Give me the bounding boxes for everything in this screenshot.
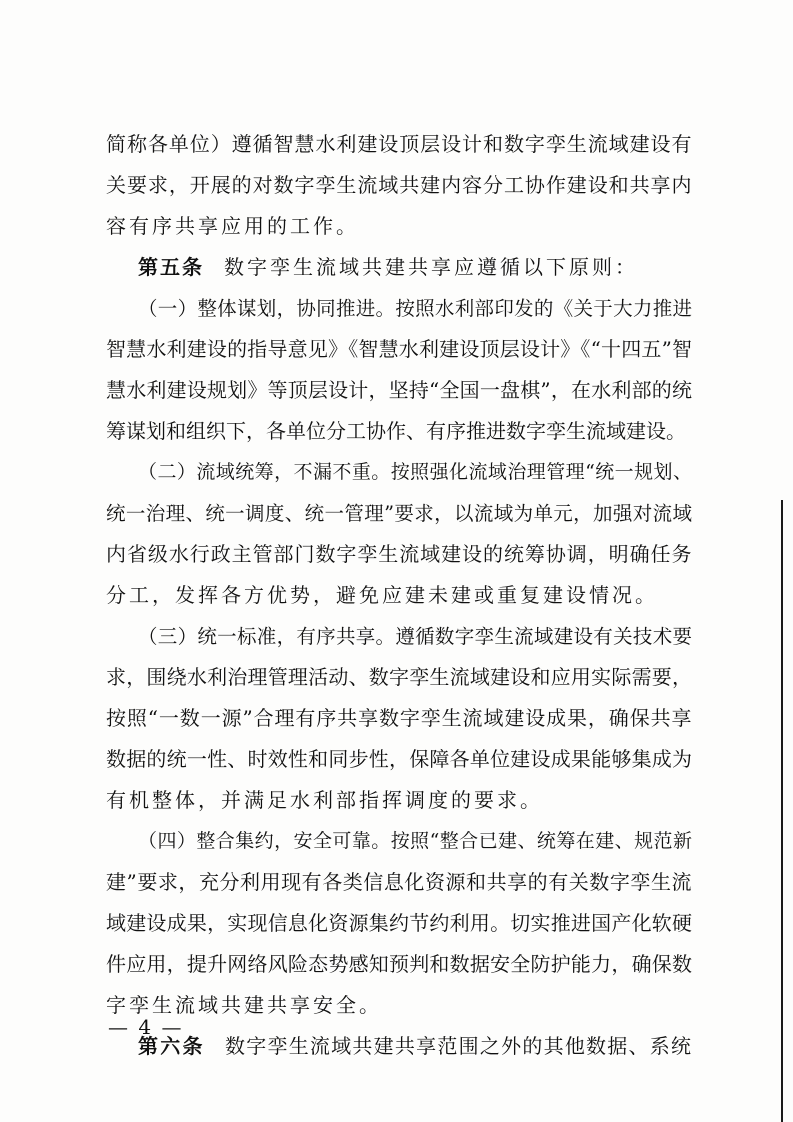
scan-edge-line: [781, 500, 783, 1122]
text-line: [106, 165, 692, 206]
line-text: 统一治理、统一调度、统一管理”要求，以流域为单元，加强对流域: [106, 502, 692, 525]
line-text: 数据的统一性、时效性和同步性，保障各单位建设成果能够集成为: [106, 747, 692, 771]
article-heading: 第五条: [138, 255, 204, 279]
text-line: [106, 616, 692, 657]
line-text: 按照“一数一源”合理有序共享数字孪生流域建设成果，确保共享: [106, 706, 692, 730]
line-text: 有机整体，并满足水利部指挥调度的要求。: [106, 788, 543, 812]
line-text: 筹谋划和组织下，各单位分工协作、有序推进数字孪生流域建设。: [106, 419, 686, 443]
text-line: [106, 657, 692, 698]
text-line: [106, 780, 692, 821]
text-line: [106, 1026, 692, 1067]
text-line: [106, 821, 692, 862]
line-text: 求，围绕水利治理管理活动、数字孪生流域建设和应用实际需要，: [106, 665, 692, 689]
line-text: （一）整体谋划，协同推进。按照水利部印发的《关于大力推进: [138, 297, 692, 320]
line-text: （三）统一标准，有序共享。遵循数字孪生流域建设有关技术要: [138, 625, 692, 648]
text-line: [106, 862, 692, 903]
text-line: [106, 944, 692, 985]
text-line: [106, 739, 692, 780]
text-line: [106, 288, 692, 329]
line-text: 分工，发挥各方优势，避免应建未建或重复建设情况。: [106, 583, 658, 607]
text-line: [106, 452, 692, 493]
line-text: 智慧水利建设的指导意见》《智慧水利建设顶层设计》《“十四五”智: [106, 337, 692, 361]
line-text: 建”要求，充分利用现有各类信息化资源和共享的有关数字孪生流: [106, 870, 692, 894]
text-line: [106, 534, 692, 575]
line-text: （二）流域统筹，不漏不重。按照强化流域治理管理“统一规划、: [138, 461, 692, 483]
line-text: 数字孪生流域共建共享范围之外的其他数据、系统: [224, 1034, 692, 1058]
line-text: 件应用，提升网络风险态势感知预判和数据安全防护能力，确保数: [106, 952, 692, 976]
text-line: [106, 493, 692, 534]
line-text: 数字孪生流域共建共享应遵循以下原则：: [224, 255, 638, 279]
text-line: [106, 575, 692, 616]
body-text: [106, 124, 692, 1067]
line-text: （四）整合集约，安全可靠。按照“整合已建、统筹在建、规范新: [138, 830, 692, 852]
text-line: [106, 247, 692, 288]
line-text: 慧水利建设规划》等顶层设计，坚持“全国一盘棋”，在水利部的统: [106, 378, 692, 402]
text-line: [106, 411, 692, 452]
article-heading: 第六条: [138, 1034, 205, 1058]
line-text: 域建设成果，实现信息化资源集约节约利用。切实推进国产化软硬: [106, 911, 692, 935]
page-number: — 4 —: [108, 1015, 184, 1039]
text-line: [106, 903, 692, 944]
line-text: 关要求，开展的对数字孪生流域共建内容分工协作建设和共享内: [106, 173, 692, 197]
text-line: [106, 985, 692, 1026]
line-text: 简称各单位）遵循智慧水利建设顶层设计和数字孪生流域建设有: [106, 132, 692, 156]
line-text: 内省级水行政主管部门数字孪生流域建设的统筹协调，明确任务: [106, 542, 692, 566]
line-text: 容有序共享应用的工作。: [106, 214, 359, 238]
text-line: [106, 206, 692, 247]
line-text: 字孪生流域共建共享安全。: [106, 993, 382, 1017]
text-line: [106, 124, 692, 165]
text-line: [106, 370, 692, 411]
text-line: [106, 329, 692, 370]
text-line: [106, 698, 692, 739]
